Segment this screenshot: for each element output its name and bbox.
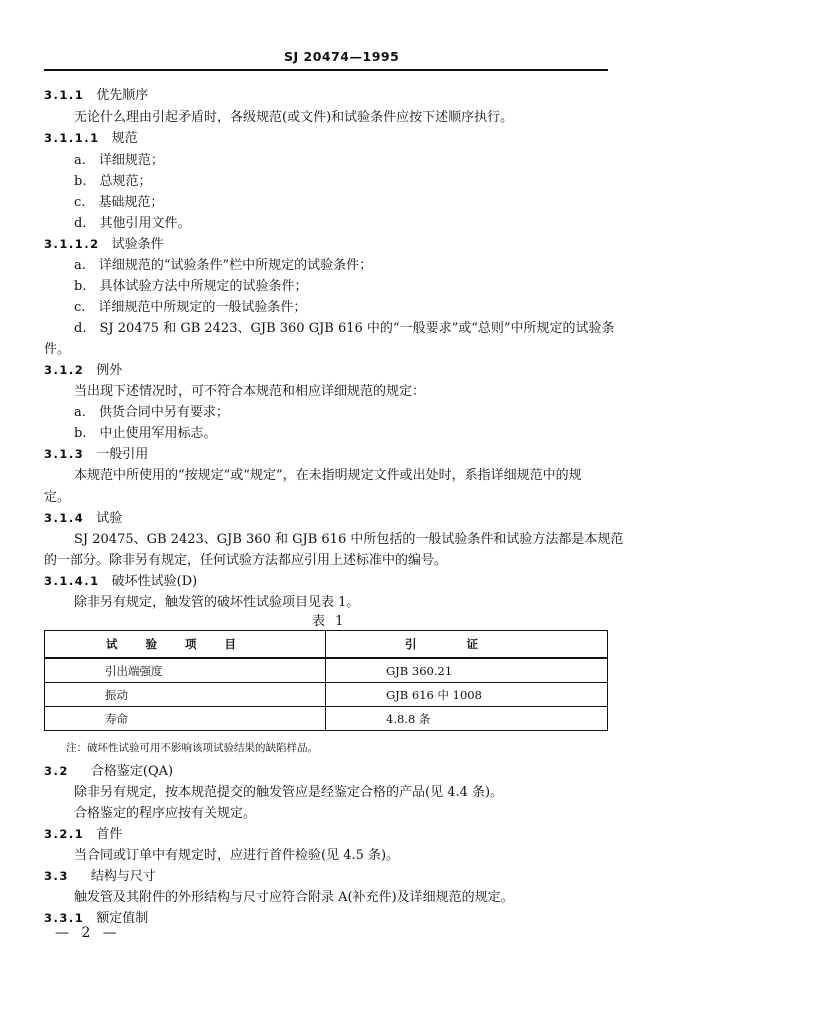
heading-number: 3.1.1.1 [44,131,100,145]
list-item: d. 其他引用文件。 [74,216,191,231]
heading-title: 试验条件 [111,237,164,252]
paragraph-qa: 除非另有规定，按本规范提交的触发管应是经鉴定合格的产品(见 4.4 条)。 [74,785,504,800]
heading-3-1-4 [44,507,122,526]
paragraph-reference-continuation: 定。 [44,490,71,505]
table-row [45,658,608,683]
paragraph-order: 无论什么理由引起矛盾时，各级规范(或文件)和试验条件应按下述顺序执行。 [74,110,514,125]
heading-3-3-1 [44,907,148,926]
heading-3-1-1-1 [44,127,138,146]
paragraph-test-continuation: 的一部分。除非另有规定，任何试验方法都应引用上述标准中的编号。 [44,553,448,568]
table-note: 注：破坏性试验可用不影响该项试验结果的缺陷样品。 [66,742,318,754]
heading-3-1-1-2 [44,233,164,252]
paragraph-exceptions: 当出现下述情况时，可不符合本规范和相应详细规范的规定： [74,384,426,399]
list-item: a. 详细规范； [74,153,164,168]
list-item-continuation: 件。 [44,342,71,357]
heading-number: 3.1.2 [44,363,85,377]
heading-number: 3.1.3 [44,447,85,461]
list-item: b. 中止使用军用标志。 [74,426,217,441]
list-item: b. 具体试验方法中所规定的试验条件； [74,279,308,294]
heading-3-1-4-1 [44,570,197,589]
heading-title: 规范 [111,131,138,146]
column-header-reference: 引证 [326,631,608,659]
heading-title: 破坏性试验(D) [111,574,198,589]
table-cell: 寿命 [45,707,326,731]
heading-number: 3.2 [44,764,69,778]
heading-title: 一般引用 [96,447,149,462]
heading-number: 3.3 [44,869,69,883]
table-cell: GJB 360.21 [326,658,608,683]
heading-3-1-2 [44,359,122,378]
paragraph-qa-procedure: 合格鉴定的程序应按有关规定。 [74,806,257,821]
heading-title: 例外 [96,363,123,378]
table-row [45,707,608,731]
page-number: — 2 — [55,925,121,941]
heading-title: 试验 [96,511,123,526]
heading-3-1-3 [44,443,148,462]
table-cell: GJB 616 中 1008 [326,683,608,707]
header-rule [44,69,608,71]
list-item: a. 详细规范的“试验条件”栏中所规定的试验条件； [74,258,373,273]
heading-number: 3.1.1 [44,88,85,102]
table-cell: 引出端强度 [45,658,326,683]
heading-title: 结构与尺寸 [90,869,156,884]
table-cell: 振动 [45,683,326,707]
heading-number: 3.2.1 [44,827,85,841]
table-header-row [45,631,608,659]
heading-number: 3.1.4 [44,511,85,525]
heading-3-3 [44,865,156,884]
heading-title: 合格鉴定(QA) [90,764,174,779]
heading-3-2-1 [44,823,122,842]
destructive-test-table [44,630,608,731]
heading-title: 额定值制 [96,911,149,926]
list-item: a. 供货合同中另有要求； [74,405,229,420]
table-cell: 4.8.8 条 [326,707,608,731]
list-item: b. 总规范； [74,174,152,189]
heading-number: 3.3.1 [44,911,85,925]
paragraph-structure: 触发管及其附件的外形结构与尺寸应符合附录 A(补充件)及详细规范的规定。 [74,890,514,905]
list-item: d. SJ 20475 和 GB 2423、GJB 360 GJB 616 中的“一般要求”或“总则”中所规定的试验条 [74,321,615,336]
paragraph-first-article: 当合同或订单中有规定时，应进行首件检验(见 4.5 条)。 [74,848,400,863]
heading-3-2 [44,760,173,779]
paragraph-reference: 本规范中所使用的“按规定”或“规定”，在未指明规定文件或出处时，系指详细规范中的规 [74,468,582,483]
heading-number: 3.1.1.2 [44,237,100,251]
document-header-title: SJ 20474—1995 [284,49,400,64]
table-caption: 表 1 [312,614,347,629]
column-header-test-item: 试验项目 [45,631,326,659]
paragraph-test: SJ 20475、GB 2423、GJB 360 和 GJB 616 中所包括的一般试验条件和试验方法都是本规范 [74,532,624,547]
list-item: c. 详细规范中所规定的一般试验条件； [74,300,307,315]
paragraph-destructive: 除非另有规定，触发管的破坏性试验项目见表 1。 [74,595,360,610]
heading-title: 首件 [96,827,123,842]
list-item: c. 基础规范； [74,195,164,210]
heading-3-1-1 [44,84,148,103]
table-row [45,683,608,707]
heading-number: 3.1.4.1 [44,574,100,588]
heading-title: 优先顺序 [96,88,149,103]
